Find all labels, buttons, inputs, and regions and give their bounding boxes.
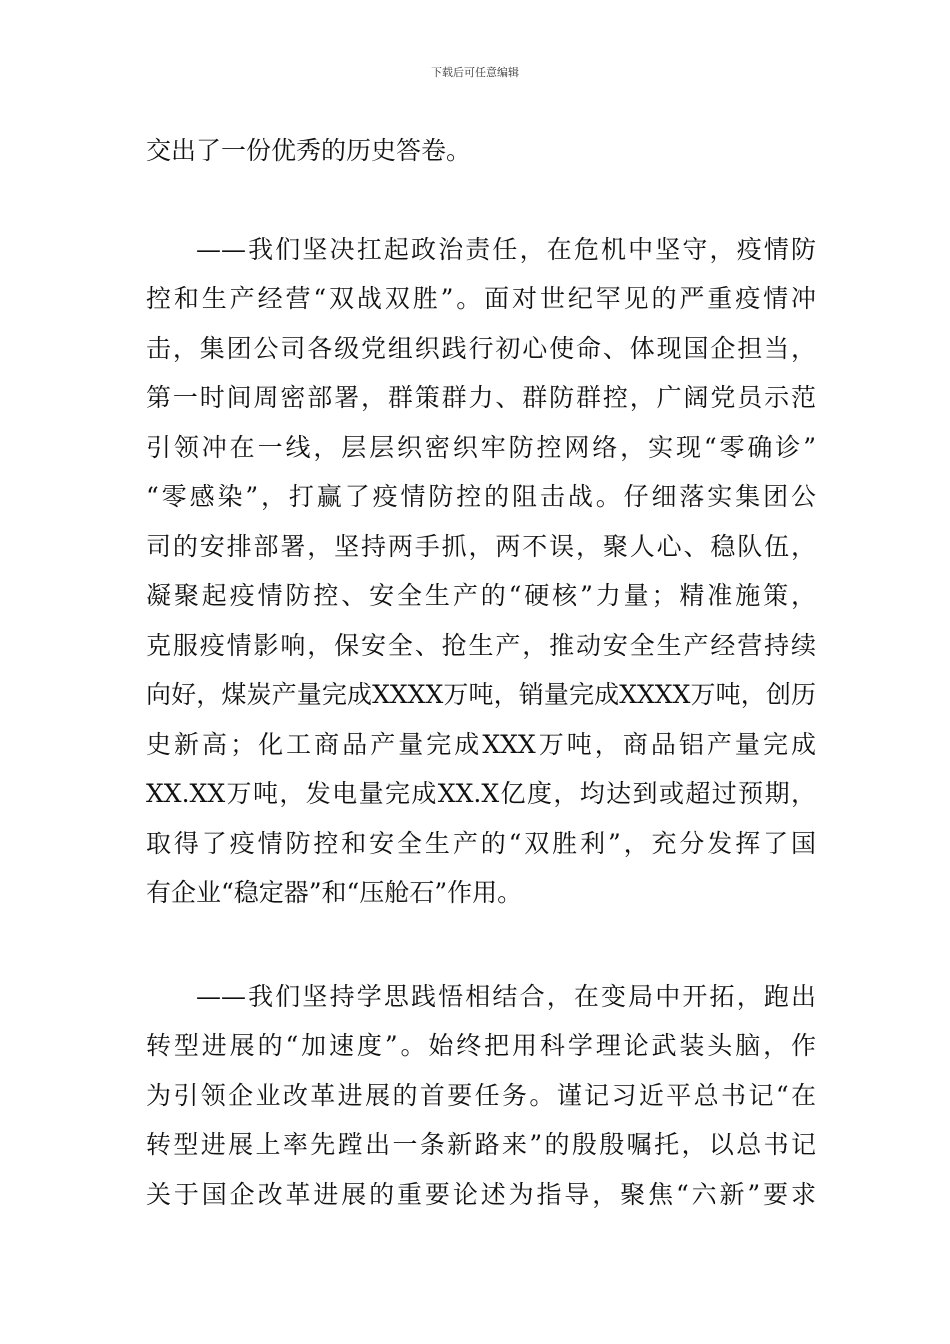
paragraph-2-line-6: “零感染”，打赢了疫情防控的阻击战。仔细落实集团公 [146,482,816,511]
paragraph-2-line-5: 引领冲在一线，层层织密织牢防控网络，实现“零确诊” [146,433,816,462]
paragraph-2-line-14: 有企业“稳定器”和“压舱石”作用。 [146,878,523,907]
paragraph-3-line-2: 转型进展的“加速度”。始终把用科学理论武装头脑，作 [146,1031,816,1060]
paragraph-2-line-1: ——我们坚决扛起政治责任，在危机中坚守，疫情防 [196,235,816,264]
paragraph-2-line-9: 克服疫情影响，保安全、抢生产，推动安全生产经营持续 [146,631,816,660]
paragraph-2-line-11: 史新高；化工商品产量完成XXX万吨，商品铝产量完成 [146,730,816,759]
paragraph-2-line-13: 取得了疫情防控和安全生产的“双胜利”，充分发挥了国 [146,829,816,858]
paragraph-2-line-4: 第一时间周密部署，群策群力、群防群控，广阔党员示范 [146,383,816,412]
paragraph-3-line-1: ——我们坚持学思践悟相结合，在变局中开拓，跑出 [196,982,816,1011]
paragraph-2-line-10: 向好，煤炭产量完成XXXX万吨，销量完成XXXX万吨，创历 [146,680,816,709]
paragraph-2-line-12: XX.XX万吨，发电量完成XX.X亿度，均达到或超过预期， [146,779,816,808]
paragraph-2-line-2: 控和生产经营“双战双胜”。面对世纪罕见的严重疫情冲 [146,284,816,313]
paragraph-3-line-3: 为引领企业改革进展的首要任务。谨记习近平总书记“在 [146,1081,816,1110]
paragraph-3-line-5: 关于国企改革进展的重要论述为指导，聚焦“六新”要求 [146,1180,816,1209]
paragraph-3-line-4: 转型进展上率先蹚出一条新路来”的殷殷嘱托，以总书记 [146,1130,816,1159]
paragraph-1-line-1: 交出了一份优秀的历史答卷。 [146,136,472,165]
paragraph-2-line-7: 司的安排部署，坚持两手抓，两不误，聚人心、稳队伍， [146,532,816,561]
page-header-note: 下载后可任意编辑 [431,66,519,79]
paragraph-2-line-8: 凝聚起疫情防控、安全生产的“硬核”力量；精准施策， [146,581,816,610]
paragraph-2-line-3: 击，集团公司各级党组织践行初心使命、体现国企担当， [146,334,816,363]
